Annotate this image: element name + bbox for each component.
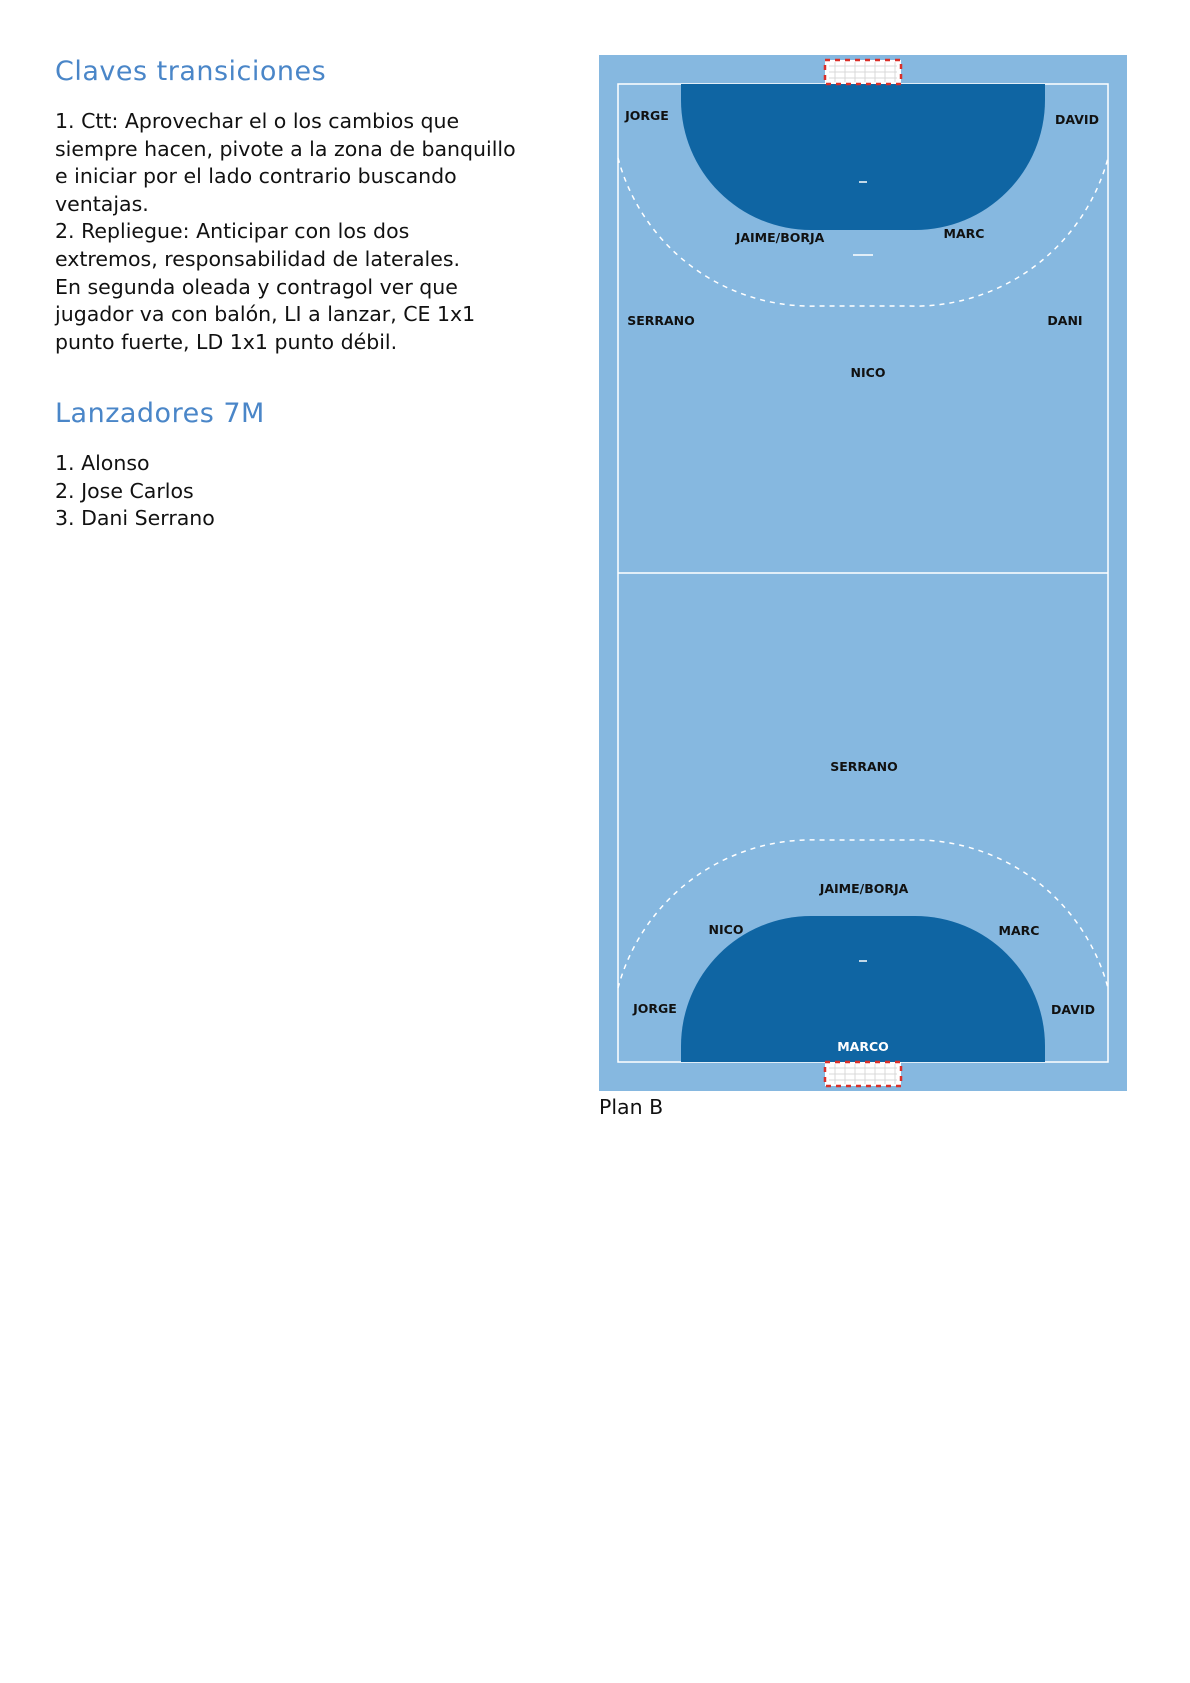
player-jorge-bottom: JORGE xyxy=(633,1001,677,1016)
text-line: siempre hacen, pivote a la zona de banquillo xyxy=(55,136,516,161)
player-serrano-top: SERRANO xyxy=(627,313,695,328)
player-nico-bottom: NICO xyxy=(708,922,744,937)
text-line: punto fuerte, LD 1x1 punto débil. xyxy=(55,329,398,354)
player-dani-top: DANI xyxy=(1047,313,1083,328)
section-title-claves: Claves transiciones xyxy=(55,56,327,87)
list-item: 1. Alonso xyxy=(55,451,150,475)
handball-court-diagram xyxy=(599,55,1127,1091)
player-marc-top: MARC xyxy=(943,226,985,241)
player-jaime-borja-top: JAIME/BORJA xyxy=(735,230,825,245)
top-goal xyxy=(825,60,901,84)
player-david-top: DAVID xyxy=(1055,112,1099,127)
text-line: jugador va con balón, LI a lanzar, CE 1x1 xyxy=(55,302,476,327)
text-line: 1. Ctt: Aprovechar el o los cambios que xyxy=(55,109,460,133)
player-marc-bottom: MARC xyxy=(998,923,1040,938)
player-jaime-borja-bottom: JAIME/BORJA xyxy=(819,881,909,896)
text-line: ventajas. xyxy=(55,191,149,216)
text-line: 2. Repliegue: Anticipar con los dos xyxy=(55,219,410,244)
list-item: 2. Jose Carlos xyxy=(55,478,194,503)
court-svg xyxy=(599,55,1127,1091)
section-title-lanzadores: Lanzadores 7M xyxy=(55,398,265,429)
bottom-goal xyxy=(825,1062,901,1086)
text-line: extremos, responsabilidad de laterales. xyxy=(55,246,461,271)
player-jorge-top: JORGE xyxy=(625,108,669,123)
text-line: e iniciar por el lado contrario buscando xyxy=(55,164,457,189)
player-nico-top: NICO xyxy=(850,365,886,380)
list-item: 3. Dani Serrano xyxy=(55,506,215,531)
text-line: En segunda oleada y contragol ver que xyxy=(55,274,458,299)
player-marco-goalkeeper: MARCO xyxy=(837,1039,889,1054)
figure-caption: Plan B xyxy=(599,1095,664,1119)
claves-paragraph xyxy=(55,108,516,356)
lanzadores-list xyxy=(55,450,215,533)
player-david-bottom: DAVID xyxy=(1051,1002,1095,1017)
player-serrano-bottom: SERRANO xyxy=(830,759,898,774)
